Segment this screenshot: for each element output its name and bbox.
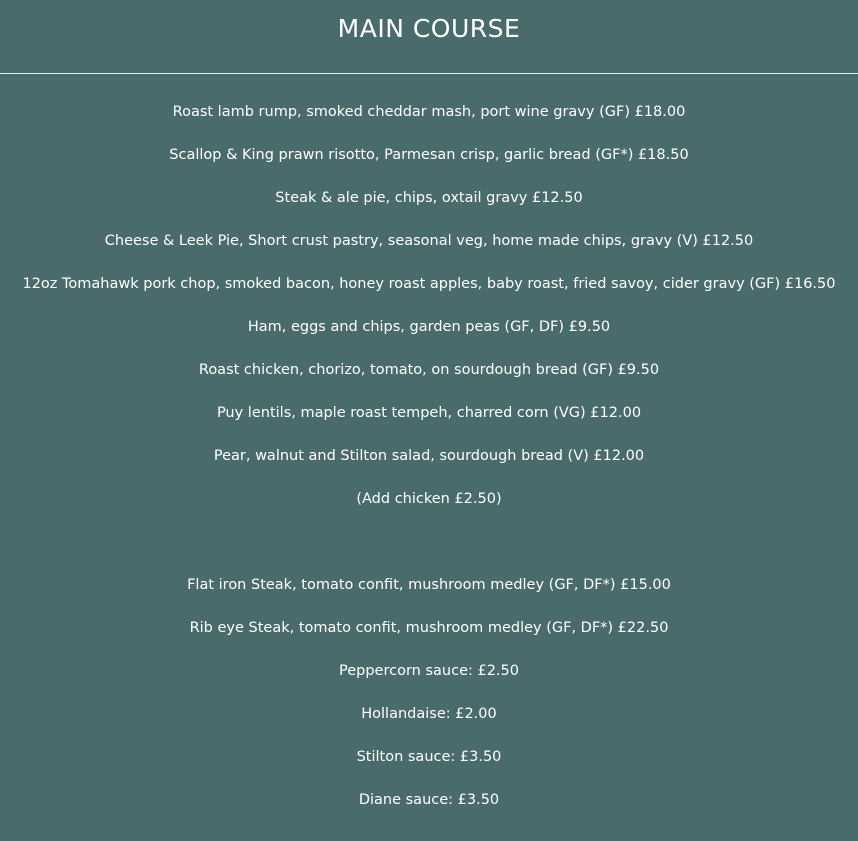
steak-item: Rib eye Steak, tomato confit, mushroom medley (GF, DF*) £22.50 bbox=[189, 620, 669, 636]
menu-item-addon: (Add chicken £2.50) bbox=[356, 491, 502, 507]
menu-item: 12oz Tomahawk pork chop, smoked bacon, honey roast apples, baby roast, fried savoy, cider gravy (GF) £16.50 bbox=[22, 276, 836, 292]
menu-item: Cheese & Leek Pie, Short crust pastry, seasonal veg, home made chips, gravy (V) £12.50 bbox=[104, 233, 754, 249]
menu-list bbox=[0, 100, 858, 831]
sauce-item: Stilton sauce: £3.50 bbox=[356, 749, 502, 765]
menu-item: Puy lentils, maple roast tempeh, charred corn (VG) £12.00 bbox=[216, 405, 642, 421]
menu-item: Scallop & King prawn risotto, Parmesan crisp, garlic bread (GF*) £18.50 bbox=[169, 147, 689, 163]
sauce-item: Diane sauce: £3.50 bbox=[358, 792, 500, 808]
spacer bbox=[0, 530, 858, 573]
menu-item: Pear, walnut and Stilton salad, sourdough bread (V) £12.00 bbox=[213, 448, 645, 464]
section-heading: MAIN COURSE bbox=[337, 14, 521, 43]
divider bbox=[0, 73, 858, 74]
menu-item: Roast lamb rump, smoked cheddar mash, port wine gravy (GF) £18.00 bbox=[172, 104, 686, 120]
sauce-item: Hollandaise: £2.00 bbox=[361, 706, 497, 722]
sauce-item: Peppercorn sauce: £2.50 bbox=[339, 663, 519, 679]
menu-item: Roast chicken, chorizo, tomato, on sourdough bread (GF) £9.50 bbox=[198, 362, 660, 378]
menu-item: Steak & ale pie, chips, oxtail gravy £12.50 bbox=[275, 190, 583, 206]
steak-item: Flat iron Steak, tomato confit, mushroom medley (GF, DF*) £15.00 bbox=[187, 577, 671, 593]
menu-item: Ham, eggs and chips, garden peas (GF, DF) £9.50 bbox=[247, 319, 611, 335]
